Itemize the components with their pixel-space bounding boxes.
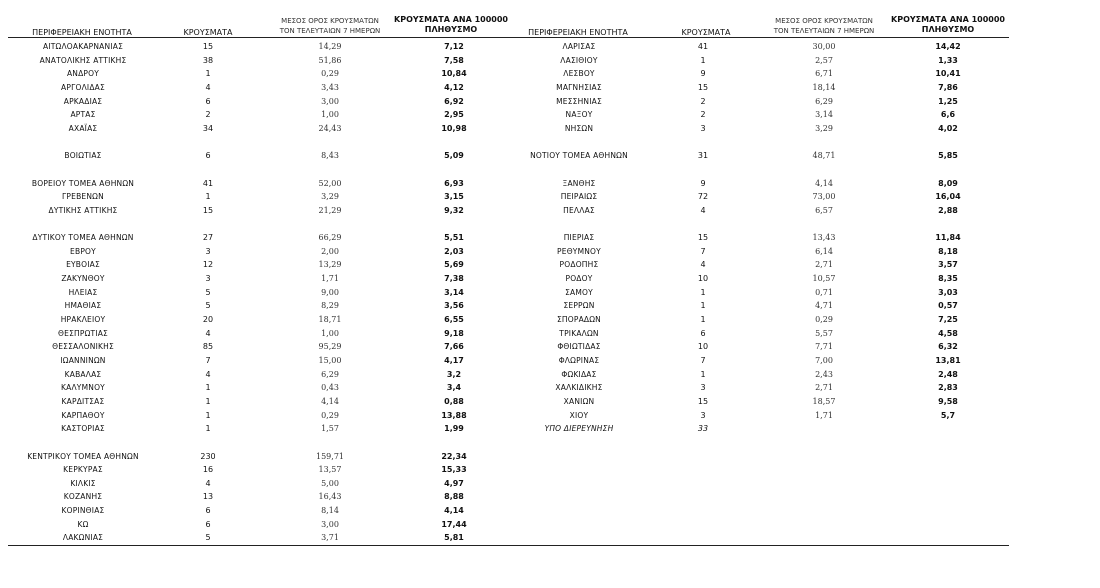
- region-name: ΚΟΖΑΝΗΣ: [63, 492, 103, 502]
- case-count: 13: [202, 492, 214, 502]
- seven-day-average: 6,71: [815, 69, 833, 79]
- region-name: ΔΥΤΙΚΗΣ ΑΤΤΙΚΗΣ: [48, 205, 118, 215]
- seven-day-average: 0,71: [815, 287, 833, 297]
- cases-per-100k: 9,58: [938, 396, 958, 406]
- table-row: [0, 490, 1100, 503]
- region-name: ΛΑΡΙΣΑΣ: [562, 42, 596, 51]
- case-count: 2: [700, 110, 706, 120]
- case-count: 41: [202, 178, 214, 188]
- cases-per-100k: 6,93: [444, 178, 464, 188]
- seven-day-average: 1,71: [815, 410, 833, 420]
- cases-per-100k: 5,7: [940, 410, 956, 420]
- seven-day-average: 0,43: [321, 383, 339, 393]
- seven-day-average: 1,00: [321, 328, 339, 338]
- table-row: [0, 122, 1100, 135]
- cases-per-100k: 4,02: [938, 123, 958, 133]
- table-row: [0, 395, 1100, 408]
- table-row: [0, 136, 1100, 149]
- region-name: ΦΩΚΙΔΑΣ: [561, 369, 597, 379]
- region-name: ΠΕΙΡΑΙΩΣ: [560, 192, 598, 202]
- header-region-right: ΠΕΡΙΦΕΡΕΙΑΚΗ ΕΝΟΤΗΤΑ: [528, 28, 628, 37]
- table-row: [0, 204, 1100, 217]
- cases-per-100k: 13,88: [441, 410, 467, 420]
- region-name: ΚΕΡΚΥΡΑΣ: [63, 465, 103, 475]
- case-count: 4: [700, 260, 706, 270]
- region-name: ΜΕΣΣΗΝΙΑΣ: [556, 96, 602, 106]
- seven-day-average: 3,00: [321, 96, 339, 106]
- table-row: [0, 436, 1100, 449]
- cases-per-100k: 1,33: [938, 55, 958, 65]
- region-name: ΚΑΡΔΙΤΣΑΣ: [61, 396, 105, 406]
- seven-day-average: 3,29: [815, 123, 833, 133]
- case-count: 1: [205, 383, 211, 393]
- region-name: ΧΑΛΚΙΔΙΚΗΣ: [555, 383, 603, 393]
- seven-day-average: 7,00: [815, 355, 833, 365]
- case-count: 4: [205, 83, 211, 92]
- case-count: 1: [205, 69, 211, 79]
- case-count: 1: [700, 287, 706, 297]
- case-count: 12: [202, 260, 214, 270]
- case-count: 33: [697, 424, 709, 434]
- cases-per-100k: 8,88: [444, 492, 464, 502]
- case-count: 5: [205, 301, 211, 311]
- seven-day-average: 5,00: [321, 478, 339, 488]
- cases-per-100k: 5,81: [444, 533, 464, 543]
- region-name: ΜΑΓΝΗΣΙΑΣ: [556, 83, 602, 92]
- region-name: ΓΡΕΒΕΝΩΝ: [62, 192, 104, 202]
- header-rule: [8, 37, 1009, 38]
- table-row: [0, 518, 1100, 531]
- cases-per-100k: 5,85: [938, 151, 958, 161]
- case-count: 1: [700, 301, 706, 311]
- case-count: 41: [697, 42, 709, 51]
- case-count: 10: [697, 342, 709, 352]
- region-name: ΚΑΛΥΜΝΟΥ: [61, 383, 105, 393]
- table-row: [0, 504, 1100, 517]
- cases-per-100k: 11,84: [935, 233, 961, 243]
- seven-day-average: 6,57: [815, 205, 833, 215]
- cases-per-100k: 3,57: [938, 260, 958, 270]
- region-name: ΑΧΑΪΑΣ: [68, 123, 98, 133]
- cases-per-100k: 3,2: [446, 369, 462, 379]
- table-row: [0, 340, 1100, 353]
- table-row: [0, 245, 1100, 258]
- seven-day-average: 18,14: [812, 83, 836, 92]
- header-avg-right-1: ΜΕΣΟΣ ΟΡΟΣ ΚΡΟΥΣΜΑΤΩΝ: [775, 17, 873, 25]
- region-name: ΣΑΜΟΥ: [565, 287, 593, 297]
- cases-per-100k: 5,69: [444, 260, 464, 270]
- header-avg-right-2: ΤΟΝ ΤΕΛΕΥΤΑΙΩΝ 7 ΗΜΕΡΩΝ: [773, 27, 875, 35]
- header-per-right-1: ΚΡΟΥΣΜΑΤΑ ΑΝΑ 100000: [891, 15, 1005, 24]
- seven-day-average: 1,00: [321, 110, 339, 120]
- region-name: ΘΕΣΠΡΩΤΙΑΣ: [58, 328, 108, 338]
- bottom-rule: [8, 545, 1009, 546]
- cases-per-100k: 7,38: [444, 274, 464, 284]
- case-count: 16: [202, 465, 214, 475]
- cases-per-100k: 6,6: [940, 110, 956, 120]
- cases-per-100k: 2,88: [938, 205, 958, 215]
- region-name: ΗΜΑΘΙΑΣ: [64, 301, 102, 311]
- cases-per-100k: 5,51: [444, 233, 464, 243]
- region-name: ΛΑΣΙΘΙΟΥ: [560, 55, 598, 65]
- region-name: ΧΙΟΥ: [569, 410, 589, 420]
- region-name: ΦΘΙΩΤΙΔΑΣ: [557, 342, 601, 352]
- seven-day-average: 0,29: [815, 315, 833, 324]
- cases-per-100k: 9,32: [444, 205, 464, 215]
- table-row: [0, 354, 1100, 367]
- region-name: ΝΗΣΩΝ: [564, 123, 594, 133]
- table-row: [0, 54, 1100, 67]
- cases-per-100k: 2,83: [938, 383, 958, 393]
- cases-per-100k: 3,15: [444, 192, 464, 202]
- seven-day-average: 0,29: [321, 410, 339, 420]
- seven-day-average: 48,71: [812, 151, 836, 161]
- cases-per-100k: 5,09: [444, 151, 464, 161]
- table-row: [0, 81, 1100, 94]
- cases-per-100k: 0,57: [938, 301, 958, 311]
- region-name: ΖΑΚΥΝΘΟΥ: [61, 274, 105, 284]
- seven-day-average: 8,43: [321, 151, 339, 161]
- case-count: 1: [205, 192, 211, 202]
- table-row: [0, 218, 1100, 231]
- cases-per-100k: 1,25: [938, 96, 958, 106]
- header-cases-left: ΚΡΟΥΣΜΑΤΑ: [183, 28, 233, 37]
- cases-per-100k: 4,58: [938, 328, 958, 338]
- seven-day-average: 66,29: [318, 233, 342, 243]
- case-count: 5: [205, 287, 211, 297]
- region-name: ΤΡΙΚΑΛΩΝ: [559, 328, 599, 338]
- case-count: 15: [697, 233, 709, 243]
- cases-per-100k: 8,09: [938, 178, 958, 188]
- seven-day-average: 8,14: [321, 506, 339, 516]
- region-name: ΛΑΚΩΝΙΑΣ: [62, 533, 104, 543]
- seven-day-average: 73,00: [812, 192, 836, 202]
- region-name: ΚΕΝΤΡΙΚΟΥ ΤΟΜΕΑ ΑΘΗΝΩΝ: [27, 451, 139, 461]
- cases-per-100k: 10,41: [935, 69, 961, 79]
- seven-day-average: 4,14: [321, 396, 339, 406]
- table-row: [0, 95, 1100, 108]
- case-count: 1: [700, 55, 706, 65]
- header-avg-left-2: ΤΟΝ ΤΕΛΕΥΤΑΙΩΝ 7 ΗΜΕΡΩΝ: [279, 27, 381, 35]
- table-row: [0, 190, 1100, 203]
- region-name: ΙΩΑΝΝΙΝΩΝ: [60, 355, 106, 365]
- case-count: 15: [202, 205, 214, 215]
- table-row: [0, 108, 1100, 121]
- seven-day-average: 3,29: [321, 192, 339, 202]
- header-avg-left-1: ΜΕΣΟΣ ΟΡΟΣ ΚΡΟΥΣΜΑΤΩΝ: [281, 17, 379, 25]
- cases-per-100k: 7,12: [444, 42, 464, 51]
- region-name: ΘΕΣΣΑΛΟΝΙΚΗΣ: [52, 342, 114, 352]
- case-count: 7: [700, 355, 706, 365]
- region-name: ΡΟΔΟΥ: [565, 274, 593, 284]
- cases-per-100k: 13,81: [935, 355, 961, 365]
- seven-day-average: 3,14: [815, 110, 833, 120]
- case-count: 1: [700, 369, 706, 379]
- region-name: ΚΑΣΤΟΡΙΑΣ: [61, 424, 105, 434]
- seven-day-average: 159,71: [316, 451, 344, 461]
- seven-day-average: 21,29: [318, 205, 342, 215]
- cases-per-100k: 3,03: [938, 287, 958, 297]
- region-name: ΑΡΤΑΣ: [70, 110, 96, 120]
- seven-day-average: 6,29: [321, 369, 339, 379]
- table-row: [0, 163, 1100, 176]
- seven-day-average: 13,43: [812, 233, 836, 243]
- case-count: 230: [200, 451, 216, 461]
- seven-day-average: 2,57: [815, 55, 833, 65]
- case-count: 4: [700, 205, 706, 215]
- seven-day-average: 3,43: [321, 83, 339, 92]
- cases-per-100k: 10,84: [441, 69, 467, 79]
- case-count: 3: [205, 274, 211, 284]
- case-count: 15: [697, 83, 709, 92]
- seven-day-average: 2,43: [815, 369, 833, 379]
- table-row: [0, 272, 1100, 285]
- seven-day-average: 52,00: [318, 178, 342, 188]
- case-count: 5: [205, 533, 211, 543]
- region-name: ΝΑΞΟΥ: [565, 110, 593, 120]
- seven-day-average: 0,29: [321, 69, 339, 79]
- seven-day-average: 10,57: [812, 274, 836, 284]
- case-count: 15: [697, 396, 709, 406]
- region-name: ΧΑΝΙΩΝ: [563, 396, 595, 406]
- header-region-left: ΠΕΡΙΦΕΡΕΙΑΚΗ ΕΝΟΤΗΤΑ: [32, 28, 132, 37]
- region-name: ΑΙΤΩΛΟΑΚΑΡΝΑΝΙΑΣ: [42, 42, 124, 51]
- region-name: ΕΒΡΟΥ: [70, 246, 96, 256]
- cases-per-100k: 2,03: [444, 246, 464, 256]
- table-row: [0, 463, 1100, 476]
- case-count: 9: [700, 69, 706, 79]
- cases-per-100k: 7,66: [444, 342, 464, 352]
- seven-day-average: 2,00: [321, 246, 339, 256]
- header-per-left-1: ΚΡΟΥΣΜΑΤΑ ΑΝΑ 100000: [394, 15, 508, 24]
- seven-day-average: 6,29: [815, 96, 833, 106]
- case-count: 2: [700, 96, 706, 106]
- region-name: ΡΕΘΥΜΝΟΥ: [557, 246, 601, 256]
- cases-per-100k: 3,4: [446, 383, 462, 393]
- case-count: 7: [700, 246, 706, 256]
- region-name: ΦΛΩΡΙΝΑΣ: [558, 355, 600, 365]
- region-name: ΚΑΡΠΑΘΟΥ: [61, 410, 105, 420]
- region-name: ΗΛΕΙΑΣ: [68, 287, 98, 297]
- seven-day-average: 4,71: [815, 301, 833, 311]
- seven-day-average: 8,29: [321, 301, 339, 311]
- case-count: 20: [202, 315, 214, 324]
- table-row: [0, 477, 1100, 490]
- region-name: ΣΠΟΡΑΔΩΝ: [556, 315, 601, 324]
- case-count: 1: [205, 396, 211, 406]
- table-row: [0, 381, 1100, 394]
- region-name: ΑΝΑΤΟΛΙΚΗΣ ΑΤΤΙΚΗΣ: [39, 55, 127, 65]
- case-count: 1: [205, 424, 211, 434]
- table-row: [0, 409, 1100, 422]
- seven-day-average: 95,29: [318, 342, 342, 352]
- table-row: [0, 313, 1100, 326]
- region-name: ΚΟΡΙΝΘΙΑΣ: [61, 506, 105, 516]
- case-count: 1: [205, 410, 211, 420]
- case-count: 6: [205, 506, 211, 516]
- cases-per-100k: 2,95: [444, 110, 464, 120]
- case-count: 3: [205, 246, 211, 256]
- region-name: ΚΩ: [77, 519, 89, 529]
- case-count: 9: [700, 178, 706, 188]
- cases-per-100k: 3,14: [444, 287, 464, 297]
- table-row: [0, 177, 1100, 190]
- region-name: ΑΝΔΡΟΥ: [66, 69, 100, 79]
- case-count: 10: [697, 274, 709, 284]
- cases-per-100k: 4,14: [444, 506, 464, 516]
- case-count: 4: [205, 478, 211, 488]
- seven-day-average: 9,00: [321, 287, 339, 297]
- seven-day-average: 30,00: [812, 42, 836, 51]
- table-row: [0, 368, 1100, 381]
- region-name: ΠΕΛΛΑΣ: [563, 205, 595, 215]
- table-row: [0, 258, 1100, 271]
- table-row: [0, 40, 1100, 53]
- case-count: 4: [205, 328, 211, 338]
- seven-day-average: 1,57: [321, 424, 339, 434]
- seven-day-average: 18,71: [318, 315, 342, 324]
- cases-per-100k: 0,88: [444, 396, 464, 406]
- header-cases-right: ΚΡΟΥΣΜΑΤΑ: [681, 28, 731, 37]
- cases-per-100k: 14,42: [935, 42, 961, 51]
- cases-per-100k: 4,17: [444, 355, 464, 365]
- seven-day-average: 2,71: [815, 383, 833, 393]
- seven-day-average: 13,57: [318, 465, 342, 475]
- region-name: ΥΠΟ ΔΙΕΡΕΥΝΗΣΗ: [544, 424, 614, 434]
- case-count: 72: [697, 192, 709, 202]
- seven-day-average: 4,14: [815, 178, 833, 188]
- region-name: ΗΡΑΚΛΕΙΟΥ: [60, 315, 106, 324]
- case-count: 7: [205, 355, 211, 365]
- cases-per-100k: 9,18: [444, 328, 464, 338]
- cases-per-100k: 15,33: [441, 465, 467, 475]
- cases-per-100k: 6,55: [444, 315, 464, 324]
- case-count: 15: [202, 42, 214, 51]
- region-name: ΞΑΝΘΗΣ: [562, 178, 596, 188]
- table-row: [0, 149, 1100, 162]
- seven-day-average: 2,71: [815, 260, 833, 270]
- seven-day-average: 3,71: [321, 533, 339, 543]
- case-count: 6: [205, 519, 211, 529]
- region-name: ΚΙΛΚΙΣ: [70, 478, 96, 488]
- table-row: [0, 231, 1100, 244]
- case-count: 27: [202, 233, 214, 243]
- case-count: 4: [205, 369, 211, 379]
- seven-day-average: 7,71: [815, 342, 833, 352]
- cases-per-100k: 3,56: [444, 301, 464, 311]
- case-count: 38: [202, 55, 214, 65]
- case-count: 34: [202, 123, 214, 133]
- case-count: 3: [700, 383, 706, 393]
- table-row: [0, 67, 1100, 80]
- case-count: 1: [700, 315, 706, 324]
- cases-per-100k: 17,44: [441, 519, 467, 529]
- region-name: ΝΟΤΙΟΥ ΤΟΜΕΑ ΑΘΗΝΩΝ: [530, 151, 628, 161]
- case-count: 2: [205, 110, 211, 120]
- case-count: 6: [205, 151, 211, 161]
- region-name: ΑΡΚΑΔΙΑΣ: [63, 96, 103, 106]
- table-row: [0, 531, 1100, 544]
- region-name: ΛΕΣΒΟΥ: [563, 69, 595, 79]
- region-name: ΕΥΒΟΙΑΣ: [66, 260, 100, 270]
- region-name: ΣΕΡΡΩΝ: [563, 301, 595, 311]
- table-row: [0, 299, 1100, 312]
- region-name: ΔΥΤΙΚΟΥ ΤΟΜΕΑ ΑΘΗΝΩΝ: [32, 233, 134, 243]
- case-count: 3: [700, 123, 706, 133]
- cases-per-100k: 6,92: [444, 96, 464, 106]
- table-row: [0, 450, 1100, 463]
- region-name: ΒΟΙΩΤΙΑΣ: [64, 151, 102, 161]
- case-count: 6: [205, 96, 211, 106]
- header-per-right-2: ΠΛΗΘΥΣΜΟ: [921, 25, 975, 34]
- cases-per-100k: 7,25: [938, 315, 958, 324]
- region-name: ΒΟΡΕΙΟΥ ΤΟΜΕΑ ΑΘΗΝΩΝ: [31, 178, 135, 188]
- seven-day-average: 15,00: [318, 355, 342, 365]
- seven-day-average: 16,43: [318, 492, 342, 502]
- case-count: 31: [697, 151, 709, 161]
- cases-per-100k: 7,58: [444, 55, 464, 65]
- case-count: 6: [700, 328, 706, 338]
- cases-per-100k: 16,04: [935, 192, 961, 202]
- region-name: ΡΟΔΟΠΗΣ: [559, 260, 599, 270]
- seven-day-average: 51,86: [318, 55, 342, 65]
- seven-day-average: 24,43: [318, 123, 342, 133]
- table-row: [0, 327, 1100, 340]
- table-row: [0, 422, 1100, 435]
- seven-day-average: 18,57: [812, 396, 836, 406]
- region-name: ΠΙΕΡΙΑΣ: [563, 233, 595, 243]
- cases-per-100k: 4,12: [444, 83, 464, 92]
- cases-per-100k: 8,35: [938, 274, 958, 284]
- cases-per-100k: 8,18: [938, 246, 958, 256]
- seven-day-average: 5,57: [815, 328, 833, 338]
- case-count: 85: [202, 342, 214, 352]
- header-per-left-2: ΠΛΗΘΥΣΜΟ: [424, 25, 478, 34]
- seven-day-average: 14,29: [318, 42, 342, 51]
- table-row: [0, 286, 1100, 299]
- seven-day-average: 6,14: [815, 246, 833, 256]
- region-name: ΑΡΓΟΛΙΔΑΣ: [61, 83, 105, 92]
- seven-day-average: 3,00: [321, 519, 339, 529]
- cases-per-100k: 2,48: [938, 369, 958, 379]
- seven-day-average: 13,29: [318, 260, 342, 270]
- region-name: ΚΑΒΑΛΑΣ: [64, 369, 102, 379]
- cases-per-100k: 22,34: [441, 451, 467, 461]
- cases-per-100k: 6,32: [938, 342, 958, 352]
- cases-per-100k: 7,86: [938, 83, 958, 92]
- cases-per-100k: 10,98: [441, 123, 467, 133]
- cases-per-100k: 1,99: [444, 424, 464, 434]
- cases-per-100k: 4,97: [444, 478, 464, 488]
- seven-day-average: 1,71: [321, 274, 339, 284]
- case-count: 3: [700, 410, 706, 420]
